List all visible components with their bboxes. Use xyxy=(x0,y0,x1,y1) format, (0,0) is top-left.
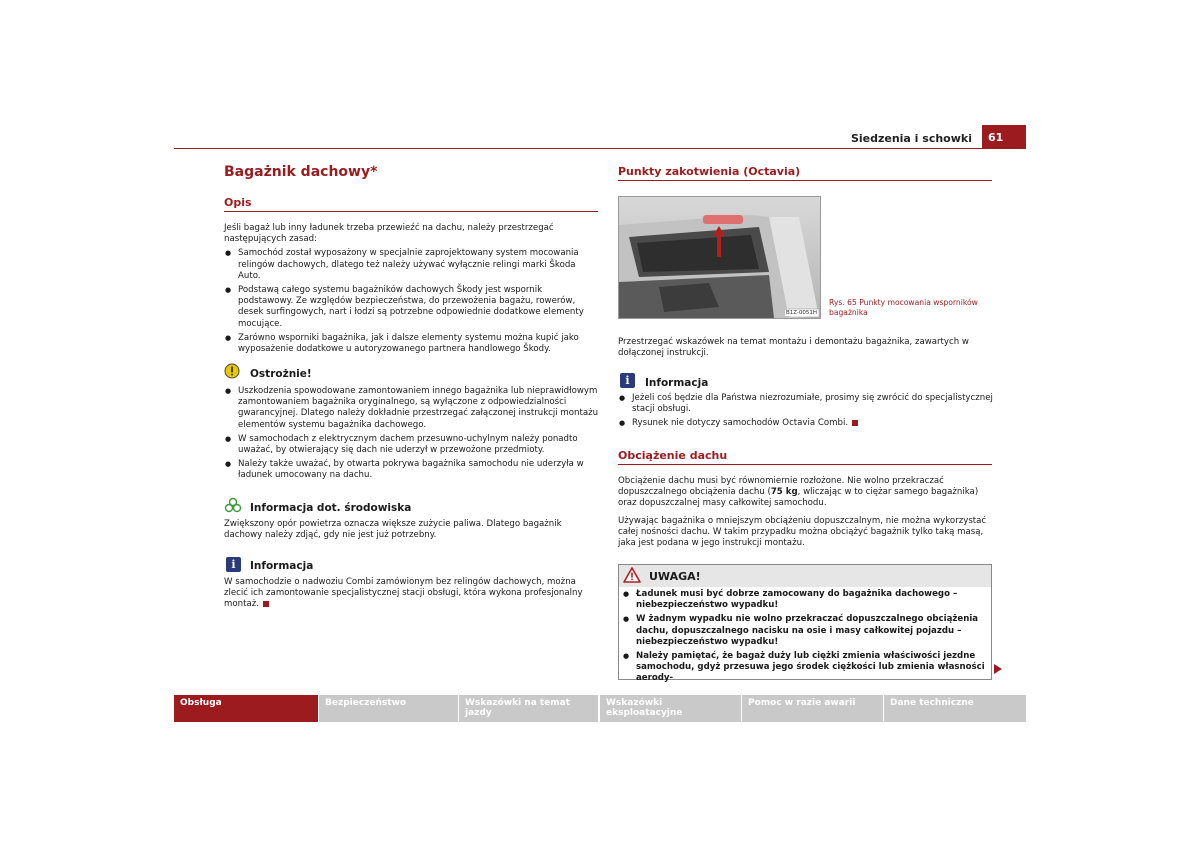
environment-heading: Informacja dot. środowiska xyxy=(250,502,412,514)
opis-rule xyxy=(224,211,598,212)
warning-bullet: ● Ładunek musi być dobrze zamocowany do bagażnika dachowego – niebezpieczeństwo wypadku! xyxy=(622,589,990,611)
caution-bullet: ● W samochodach z elektrycznym dachem przesuwno-uchylnym należy ponadto uważać, by otwierający się dach nie uderzył w przewożone przedmioty. xyxy=(224,434,600,456)
info-icon: i xyxy=(620,373,635,388)
info-text xyxy=(224,577,600,611)
end-mark xyxy=(852,420,858,426)
nav-tab-bezpieczenstwo[interactable]: Bezpieczeństwo xyxy=(319,695,458,722)
warning-bullet: ● W żadnym wypadku nie wolno przekraczać dopuszczalnego obciążenia dachu, dopuszczalnego nacisku na osie i masy całkowitej pojazdu – niebezpieczeństwo wypadku! xyxy=(622,614,990,648)
warning-bullet: ● Należy pamiętać, że bagaż duży lub ciężki zmienia właściwości jezdne samochodu, gdyż przesuwa jego środek ciężkości lub zmienia własności aerody- xyxy=(622,651,990,685)
caution-section xyxy=(224,383,600,482)
info-heading: Informacja xyxy=(250,560,314,572)
figure-caption: Rys. 65 Punkty mocowania wsporników bagażnika xyxy=(829,298,978,317)
nav-tab-pomoc[interactable]: Pomoc w razie awarii xyxy=(742,695,883,722)
info-heading: Informacja xyxy=(645,377,709,389)
info-icon: i xyxy=(226,557,241,572)
warning-icon xyxy=(623,567,641,583)
opis-bullet: ● Zarówno wsporniki bagażnika, jak i dalsze elementy systemu można kupić jako wyposażenie dodatkowe u autoryzowanego partnera handlowego Škody. xyxy=(224,333,600,355)
caution-bullet: ● Należy także uważać, by otwarta pokrywa bagażnika samochodu nie uderzyła w ładunek umocowany na dachu. xyxy=(224,459,600,481)
load-heading: Obciążenie dachu xyxy=(618,449,728,462)
nav-tab-obsluga[interactable]: Obsługa xyxy=(174,695,318,722)
load-rule xyxy=(618,464,992,465)
figure-code: B1Z-0051H xyxy=(785,310,817,316)
info-text-body: W samochodzie o nadwoziu Combi zamówionym bez relingów dachowych, można zlecić ich zamontowanie specjalistycznej stacji obsługi, która wykona profesjonalny montaż. xyxy=(224,577,583,610)
info-bullet-text: Rysunek nie dotyczy samochodów Octavia Combi. xyxy=(632,418,849,429)
info-bullet xyxy=(618,418,994,429)
section-title: Siedzenia i schowki xyxy=(850,132,972,145)
car-figure xyxy=(618,196,821,319)
caution-icon xyxy=(224,363,240,379)
info-bullet: ● Jeżeli coś będzie dla Państwa niezrozumiałe, prosimy się zwrócić do specjalistycznej stacji obsługi. xyxy=(618,393,994,415)
load-text-2: Używając bagażnika o mniejszym obciążeniu dopuszczalnym, nie można wykorzystać całej nośności dachu. W takim przypadku można obciążyć bagażnik tylko taką masą, jaka jest podana w jego instrukcji montażu. xyxy=(618,516,987,549)
nav-tab-wskazowki-eksploatacyjne[interactable]: Wskazówki eksploatacyjne xyxy=(600,695,741,722)
nav-tab-dane-techniczne[interactable]: Dane techniczne xyxy=(884,695,1026,722)
anchor-heading: Punkty zakotwienia (Octavia) xyxy=(618,165,801,178)
page-number: 61 xyxy=(982,125,1026,149)
header-rule xyxy=(174,148,1026,149)
nav-tab-wskazowki-jazdy[interactable]: Wskazówki na temat jazdy xyxy=(459,695,598,722)
anchor-rule xyxy=(618,180,992,181)
caution-bullet: ● Uszkodzenia spowodowane zamontowaniem innego bagażnika lub nieprawidłowym zamontowaniem bagażnika oryginalnego, są wyłączone z odpowiedzialności gwarancyjnej. Dlatego należy dokładnie przestrzegać załączonej instrukcji montażu elementów systemu bagażnika dachowego. xyxy=(224,386,600,431)
environment-icon xyxy=(224,497,242,513)
caution-heading: Ostrożnie! xyxy=(250,368,312,380)
continue-arrow-icon xyxy=(994,664,1002,674)
opis-intro: Jeśli bagaż lub inny ładunek trzeba przewieźć na dachu, należy przestrzegać następujących zasad: xyxy=(224,223,554,245)
load-text-1 xyxy=(618,476,994,510)
anchor-text: Przestrzegać wskazówek na temat montażu i demontażu bagażnika, zawartych w dołączonej instrukcji. xyxy=(618,337,969,359)
opis-bullet: ● Podstawą całego systemu bagażników dachowych Škody jest wspornik podstawowy. Ze względów bezpieczeństwa, do przewożenia bagażu, rowerów, desek surfingowych, nart i łodzi są potrzebne odpowiednie dodatkowe elementy mocujące. xyxy=(224,285,600,330)
load-limit: 75 kg xyxy=(770,487,798,498)
end-mark xyxy=(263,601,269,607)
warning-list xyxy=(622,586,990,684)
warning-heading: UWAGA! xyxy=(649,570,701,583)
load-text-1-b: , wliczając w to ciężar samego bagażnika) oraz dopuszczalnej masy całkowitej samochodu. xyxy=(618,487,979,509)
info-list xyxy=(618,390,994,430)
page-title: Bagażnik dachowy* xyxy=(224,164,378,180)
environment-text: Zwiększony opór powietrza oznacza większe zużycie paliwa. Dlatego bagażnik dachowy należy zdjąć, gdy nie jest już potrzebny. xyxy=(224,519,562,541)
opis-section xyxy=(224,223,600,355)
load-text-1-a: Obciążenie dachu musi być równomiernie rozłożone. Nie wolno przekraczać dopuszczalnego obciążenia dachu ( xyxy=(618,476,944,498)
opis-heading: Opis xyxy=(224,196,252,209)
opis-bullet: ● Samochód został wyposażony w specjalnie zaprojektowany system mocowania relingów dachowych, dlatego też należy używać wyłącznie relingi marki Škoda Auto. xyxy=(224,248,600,282)
